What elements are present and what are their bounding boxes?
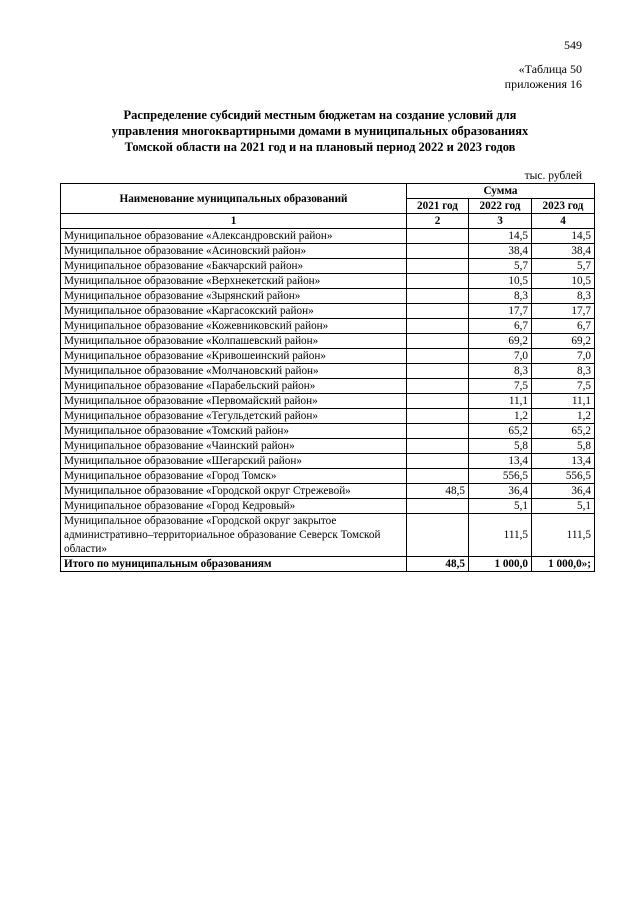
appendix-table-label: «Таблица 50 (518, 62, 582, 76)
header-2021: 2021 год (407, 199, 469, 214)
total-label: Итого по муниципальным образованиям (61, 557, 407, 572)
row-value-2022: 7,0 (469, 349, 532, 364)
title-line-1: Распределение субсидий местным бюджетам на создание условий для (123, 108, 517, 122)
row-municipality-name: Муниципальное образование «Верхнекетский район» (61, 274, 407, 289)
table-row (61, 514, 595, 557)
row-value-2023: 13,4 (532, 454, 595, 469)
row-value-2023: 6,7 (532, 319, 595, 334)
row-value-2023: 8,3 (532, 364, 595, 379)
row-value-2022: 36,4 (469, 484, 532, 499)
table-row (61, 274, 595, 289)
row-value-2023: 7,0 (532, 349, 595, 364)
row-value-2023: 7,5 (532, 379, 595, 394)
title-line-3: Томской области на 2021 год и на плановый период 2022 и 2023 годов (124, 140, 516, 154)
row-municipality-name: Муниципальное образование «Тегульдетский район» (61, 409, 407, 424)
total-2023: 1 000,0»; (532, 557, 595, 572)
row-value-2021 (407, 319, 469, 334)
row-value-2021 (407, 289, 469, 304)
row-municipality-name: Муниципальное образование «Александровский район» (61, 229, 407, 244)
row-value-2023: 69,2 (532, 334, 595, 349)
row-value-2021 (407, 424, 469, 439)
row-municipality-name: Муниципальное образование «Колпашевский район» (61, 334, 407, 349)
row-value-2021 (407, 469, 469, 484)
table-row (61, 484, 595, 499)
row-municipality-name: Муниципальное образование «Зырянский район» (61, 289, 407, 304)
header-2023: 2023 год (532, 199, 595, 214)
column-number-4: 4 (532, 214, 595, 229)
table-row (61, 244, 595, 259)
row-value-2021 (407, 409, 469, 424)
units-label: тыс. рублей (524, 170, 582, 182)
row-value-2022: 5,1 (469, 499, 532, 514)
table-row (61, 304, 595, 319)
row-value-2022: 10,5 (469, 274, 532, 289)
row-value-2021 (407, 514, 469, 557)
total-2021: 48,5 (407, 557, 469, 572)
row-value-2023: 5,8 (532, 439, 595, 454)
row-value-2023: 1,2 (532, 409, 595, 424)
row-municipality-name: Муниципальное образование «Город Томск» (61, 469, 407, 484)
table-row (61, 439, 595, 454)
row-value-2022: 5,7 (469, 259, 532, 274)
row-value-2022: 111,5 (469, 514, 532, 557)
row-value-2022: 556,5 (469, 469, 532, 484)
row-municipality-name: Муниципальное образование «Первомайский район» (61, 394, 407, 409)
row-value-2023: 17,7 (532, 304, 595, 319)
row-value-2021 (407, 274, 469, 289)
row-value-2023: 38,4 (532, 244, 595, 259)
row-value-2023: 10,5 (532, 274, 595, 289)
table-row (61, 349, 595, 364)
header-2022: 2022 год (469, 199, 532, 214)
total-2022: 1 000,0 (469, 557, 532, 572)
row-municipality-name: Муниципальное образование «Бакчарский район» (61, 259, 407, 274)
table-row (61, 259, 595, 274)
row-value-2023: 11,1 (532, 394, 595, 409)
table-row (61, 289, 595, 304)
row-value-2023: 5,7 (532, 259, 595, 274)
row-municipality-name: Муниципальное образование «Молчановский район» (61, 364, 407, 379)
row-municipality-name: Муниципальное образование «Чаинский район» (61, 439, 407, 454)
row-value-2021 (407, 454, 469, 469)
row-value-2021 (407, 394, 469, 409)
row-value-2023: 36,4 (532, 484, 595, 499)
row-value-2021 (407, 349, 469, 364)
header-name: Наименование муниципальных образований (61, 184, 407, 214)
page-number: 549 (564, 38, 582, 52)
row-value-2023: 65,2 (532, 424, 595, 439)
appendix-reference (505, 62, 582, 92)
header-sum: Сумма (407, 184, 595, 199)
table-row (61, 364, 595, 379)
row-value-2022: 6,7 (469, 319, 532, 334)
row-value-2022: 17,7 (469, 304, 532, 319)
table-row (61, 424, 595, 439)
row-value-2021 (407, 244, 469, 259)
table-row (61, 469, 595, 484)
table-row (61, 379, 595, 394)
row-municipality-name: Муниципальное образование «Город Кедровый» (61, 499, 407, 514)
row-municipality-name: Муниципальное образование «Каргасокский район» (61, 304, 407, 319)
row-value-2022: 11,1 (469, 394, 532, 409)
row-value-2021: 48,5 (407, 484, 469, 499)
row-value-2021 (407, 364, 469, 379)
column-number-2: 2 (407, 214, 469, 229)
row-value-2021 (407, 229, 469, 244)
row-value-2022: 8,3 (469, 364, 532, 379)
row-value-2022: 13,4 (469, 454, 532, 469)
row-value-2022: 1,2 (469, 409, 532, 424)
table-row (61, 319, 595, 334)
title-line-2: управления многоквартирными домами в муниципальных образованиях (111, 124, 529, 138)
table-row (61, 409, 595, 424)
column-number-1: 1 (61, 214, 407, 229)
row-municipality-name: Муниципальное образование «Городской округ закрытое административно–территориальное образование Северск Томской области» (61, 514, 407, 557)
row-value-2021 (407, 499, 469, 514)
column-number-3: 3 (469, 214, 532, 229)
row-value-2022: 8,3 (469, 289, 532, 304)
total-row (61, 557, 595, 572)
row-value-2023: 14,5 (532, 229, 595, 244)
row-municipality-name: Муниципальное образование «Асиновский район» (61, 244, 407, 259)
table-row (61, 499, 595, 514)
row-value-2022: 38,4 (469, 244, 532, 259)
row-municipality-name: Муниципальное образование «Шегарский район» (61, 454, 407, 469)
column-numbers-row (61, 214, 595, 229)
subsidies-table (60, 183, 595, 572)
row-municipality-name: Муниципальное образование «Городской округ Стрежевой» (61, 484, 407, 499)
row-municipality-name: Муниципальное образование «Томский район» (61, 424, 407, 439)
row-value-2023: 111,5 (532, 514, 595, 557)
table-row (61, 334, 595, 349)
appendix-annex-label: приложения 16 (504, 77, 582, 91)
table-row (61, 229, 595, 244)
row-value-2021 (407, 259, 469, 274)
row-value-2022: 69,2 (469, 334, 532, 349)
row-municipality-name: Муниципальное образование «Кривошеинский район» (61, 349, 407, 364)
header-row (61, 184, 595, 199)
row-value-2021 (407, 334, 469, 349)
document-title (80, 107, 560, 155)
table-body (61, 229, 595, 557)
row-value-2023: 8,3 (532, 289, 595, 304)
row-value-2021 (407, 304, 469, 319)
row-value-2022: 5,8 (469, 439, 532, 454)
table-row (61, 394, 595, 409)
row-municipality-name: Муниципальное образование «Парабельский район» (61, 379, 407, 394)
table-row (61, 454, 595, 469)
row-value-2022: 7,5 (469, 379, 532, 394)
row-value-2022: 65,2 (469, 424, 532, 439)
row-value-2021 (407, 439, 469, 454)
row-value-2023: 556,5 (532, 469, 595, 484)
row-value-2021 (407, 379, 469, 394)
row-value-2022: 14,5 (469, 229, 532, 244)
row-municipality-name: Муниципальное образование «Кожевниковский район» (61, 319, 407, 334)
row-value-2023: 5,1 (532, 499, 595, 514)
